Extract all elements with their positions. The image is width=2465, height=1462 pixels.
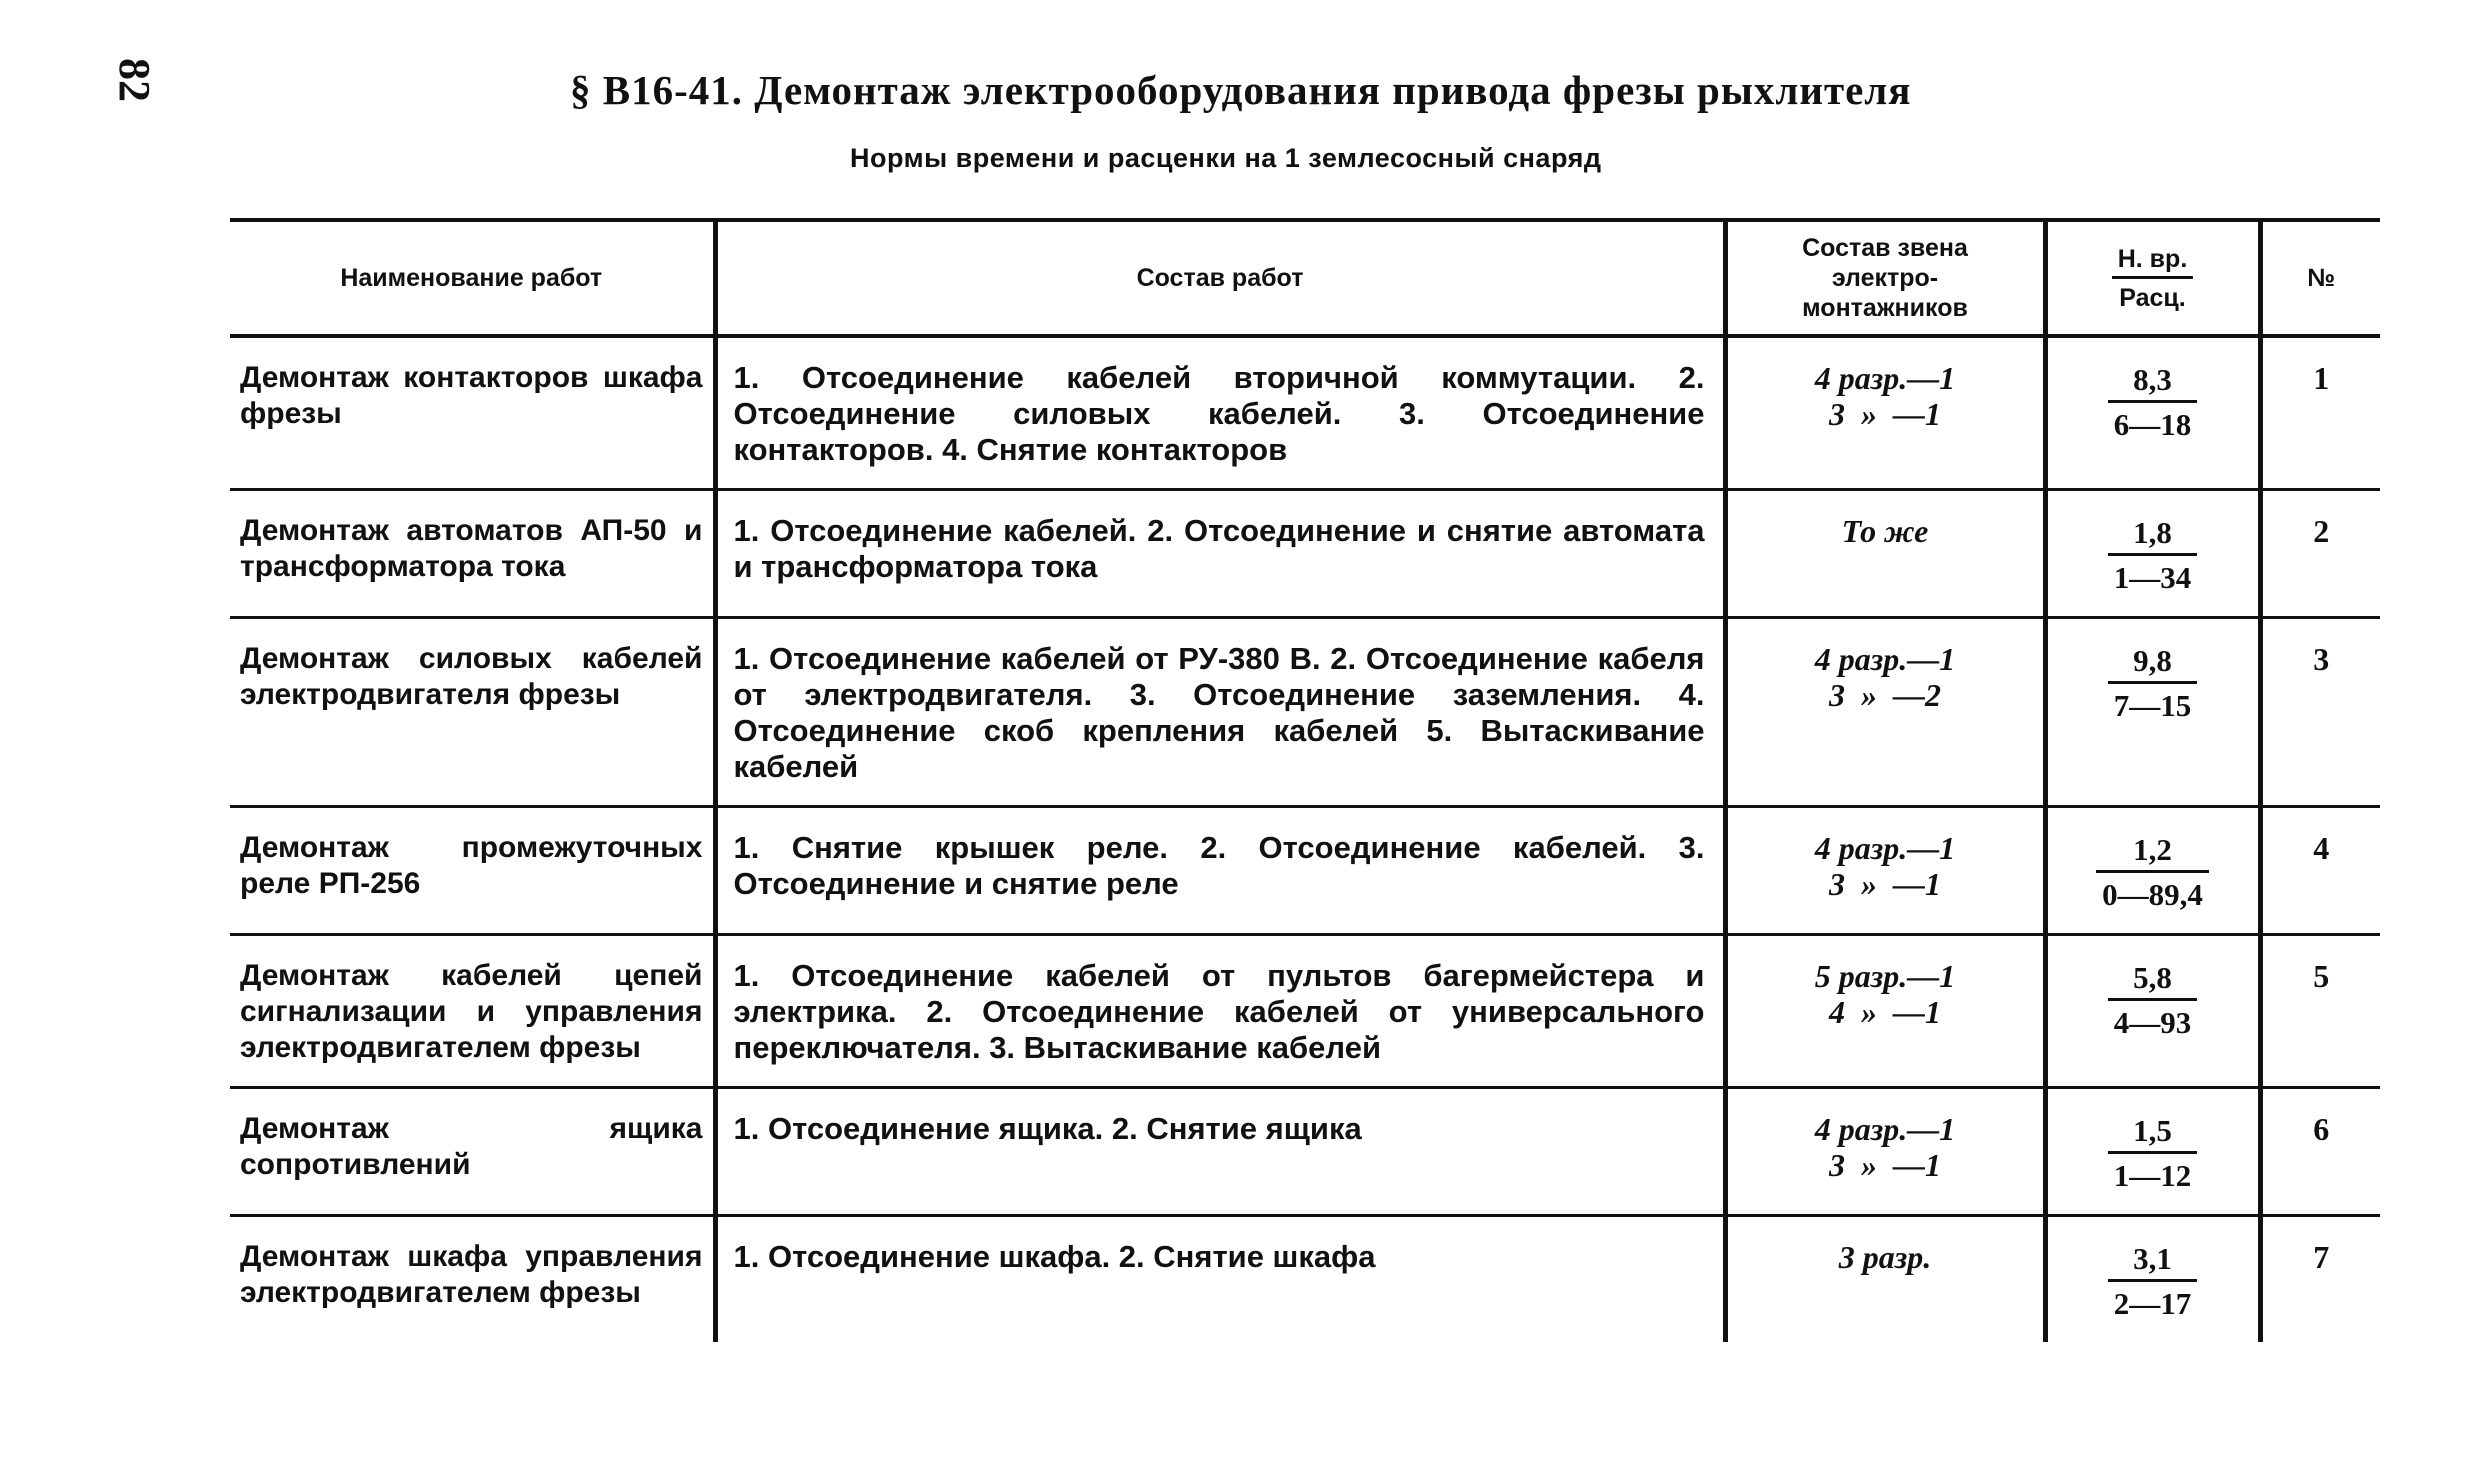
page-number: 82 xyxy=(110,58,159,102)
norm-cell xyxy=(2045,807,2260,935)
norm-fraction xyxy=(2096,832,2209,913)
page-title: § В16-41. Демонтаж электрооборудования привода фрезы рыхлителя xyxy=(570,67,1912,113)
header-number: № xyxy=(2260,220,2380,336)
time-norm: 1,5 xyxy=(2108,1113,2198,1154)
rate-value: 4—93 xyxy=(2113,1005,2192,1040)
norm-cell xyxy=(2045,1216,2260,1343)
header-name: Наименование работ xyxy=(230,220,715,336)
norm-fraction xyxy=(2108,1113,2198,1194)
work-name: Демонтаж контакторов шкафа фрезы xyxy=(240,361,703,430)
crew-line-2: 3 » —2 xyxy=(1829,677,1941,713)
crew-composition xyxy=(1725,807,2045,935)
norm-fraction xyxy=(2108,515,2198,596)
crew-line-2: 3 » —1 xyxy=(1829,866,1941,902)
crew-line-1: 5 разр.—1 xyxy=(1814,958,1956,994)
crew-composition xyxy=(1725,935,2045,1088)
row-number: 5 xyxy=(2260,935,2380,1088)
crew-line-1: 4 разр.—1 xyxy=(1814,360,1956,396)
table-body xyxy=(230,336,2380,1342)
work-composition: 1. Отсоединение кабелей от РУ-380 В. 2. Отсоединение кабеля от электродвигателя. 3. Отсоединение заземления. 4. Отсоединение скоб крепления кабелей 5. Вытаскивание кабелей xyxy=(715,618,1725,807)
row-number: 4 xyxy=(2260,807,2380,935)
row-number: 3 xyxy=(2260,618,2380,807)
work-name: Демонтаж шкафа управления электродвигателем фрезы xyxy=(240,1240,703,1309)
norm-cell xyxy=(2045,336,2260,490)
work-name: Демонтаж ящика сопротивлений xyxy=(240,1112,703,1181)
work-composition: 1. Отсоединение кабелей от пультов багермейстера и электрика. 2. Отсоединение кабелей от универсального переключателя. 3. Вытаскивание кабелей xyxy=(715,935,1725,1088)
crew-line-1: 4 разр.—1 xyxy=(1814,830,1956,866)
row-number: 1 xyxy=(2260,336,2380,490)
work-composition: 1. Отсоединение кабелей. 2. Отсоединение и снятие автомата и трансформатора тока xyxy=(715,490,1725,618)
rate-value: 7—15 xyxy=(2113,688,2192,723)
table-header-row xyxy=(230,220,2380,336)
norm-cell xyxy=(2045,1088,2260,1216)
norm-fraction xyxy=(2108,960,2198,1041)
header-norm-time: Н. вр. xyxy=(2112,244,2194,279)
rate-value: 6—18 xyxy=(2113,407,2192,442)
crew-composition xyxy=(1725,336,2045,490)
rate-value: 0—89,4 xyxy=(2102,877,2203,912)
header-crew xyxy=(1725,220,2045,336)
time-norm: 3,1 xyxy=(2108,1241,2198,1282)
table-row xyxy=(230,807,2380,935)
table-row xyxy=(230,935,2380,1088)
table-row xyxy=(230,618,2380,807)
time-norm: 5,8 xyxy=(2108,960,2198,1001)
work-composition: 1. Отсоединение ящика. 2. Снятие ящика xyxy=(715,1088,1725,1216)
time-norm: 8,3 xyxy=(2108,362,2198,403)
time-norm: 1,2 xyxy=(2096,832,2209,873)
work-composition: 1. Отсоединение шкафа. 2. Снятие шкафа xyxy=(715,1216,1725,1343)
page-subtitle: Нормы времени и расценки на 1 землесосный снаряд xyxy=(850,143,1602,173)
work-composition: 1. Снятие крышек реле. 2. Отсоединение кабелей. 3. Отсоединение и снятие реле xyxy=(715,807,1725,935)
crew-line-1: То же xyxy=(1841,513,1929,549)
row-number: 7 xyxy=(2260,1216,2380,1343)
header-norm xyxy=(2045,220,2260,336)
rate-value: 1—12 xyxy=(2113,1158,2192,1193)
norm-fraction xyxy=(2108,1241,2198,1322)
work-name: Демонтаж кабелей цепей сигнализации и управления электродвигателем фрезы xyxy=(240,959,703,1064)
table-row xyxy=(230,1216,2380,1343)
header-crew-line: электро- xyxy=(1831,264,1939,292)
crew-line-2: 3 » —1 xyxy=(1829,1147,1941,1183)
crew-composition xyxy=(1725,618,2045,807)
header-crew-line: монтажников xyxy=(1802,294,1968,322)
work-name: Демонтаж автоматов АП-50 и трансформатора тока xyxy=(240,514,703,583)
crew-line-1: 3 разр. xyxy=(1838,1239,1932,1275)
header-crew-line: Состав звена xyxy=(1802,234,1968,262)
norm-fraction xyxy=(2108,643,2198,724)
crew-line-2: 3 » —1 xyxy=(1829,396,1941,432)
header-norm-fraction xyxy=(2112,244,2194,313)
crew-composition xyxy=(1725,1088,2045,1216)
time-norm: 1,8 xyxy=(2108,515,2198,556)
crew-composition xyxy=(1725,490,2045,618)
crew-line-2: 4 » —1 xyxy=(1829,994,1941,1030)
work-composition: 1. Отсоединение кабелей вторичной коммутации. 2. Отсоединение силовых кабелей. 3. Отсоединение контакторов. 4. Снятие контакторов xyxy=(715,336,1725,490)
row-number: 2 xyxy=(2260,490,2380,618)
norms-table-wrapper xyxy=(230,218,2380,1342)
work-name: Демонтаж промежуточных реле РП-256 xyxy=(240,831,703,900)
norm-fraction xyxy=(2108,362,2198,443)
crew-line-1: 4 разр.—1 xyxy=(1814,1111,1956,1147)
time-norm: 9,8 xyxy=(2108,643,2198,684)
table-row xyxy=(230,490,2380,618)
work-name: Демонтаж силовых кабелей электродвигателя фрезы xyxy=(240,642,703,711)
rate-value: 2—17 xyxy=(2113,1286,2192,1321)
crew-line-1: 4 разр.—1 xyxy=(1814,641,1956,677)
rate-value: 1—34 xyxy=(2113,560,2192,595)
norms-table xyxy=(230,218,2380,1342)
crew-composition xyxy=(1725,1216,2045,1343)
table-row xyxy=(230,336,2380,490)
table-row xyxy=(230,1088,2380,1216)
row-number: 6 xyxy=(2260,1088,2380,1216)
norm-cell xyxy=(2045,935,2260,1088)
header-composition: Состав работ xyxy=(715,220,1725,336)
norm-cell xyxy=(2045,490,2260,618)
norm-cell xyxy=(2045,618,2260,807)
header-norm-rate: Расц. xyxy=(2119,283,2186,312)
